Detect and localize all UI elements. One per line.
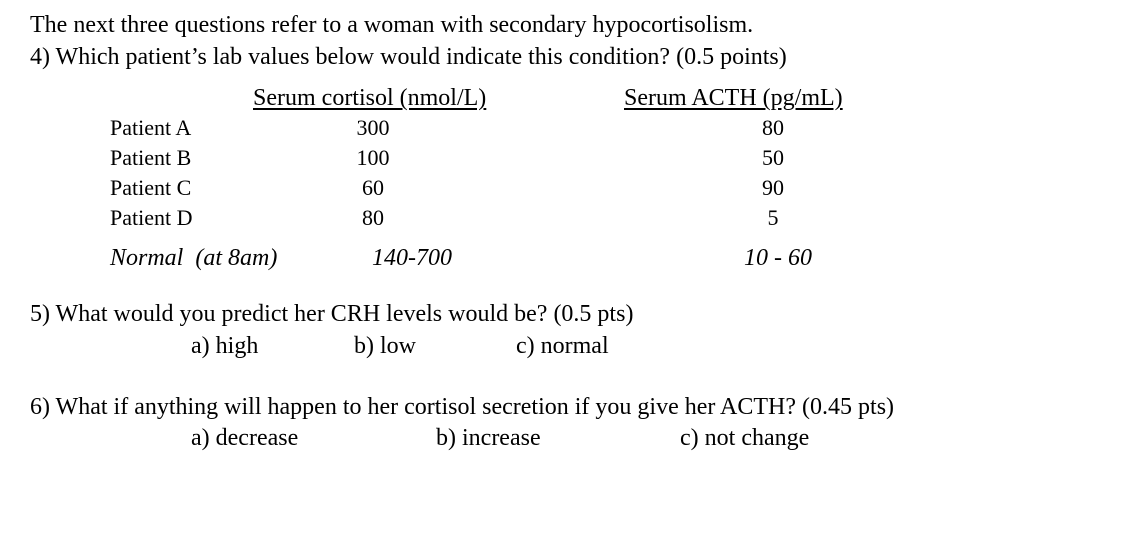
intro-text: The next three questions refer to a woman with secondary hypocortisolism. <box>30 12 754 38</box>
patient-c-cortisol: 60 <box>362 175 384 200</box>
patient-a-label: Patient A <box>110 115 192 140</box>
patient-a-acth: 80 <box>762 115 784 140</box>
patient-c-acth: 90 <box>762 175 784 200</box>
patient-d-cortisol: 80 <box>362 205 384 230</box>
patient-b-cortisol: 100 <box>356 145 390 170</box>
patient-c-label: Patient C <box>110 175 192 200</box>
header-serum-cortisol: Serum cortisol (nmol/L) <box>253 85 487 111</box>
normal-range-label: Normal (at 8am) <box>110 245 278 271</box>
patient-d-acth: 5 <box>767 205 779 230</box>
q6-option-a: a) decrease <box>191 425 299 451</box>
patient-b-label: Patient B <box>110 145 192 170</box>
question-4-text: 4) Which patient’s lab values below would indicate this condition? (0.5 points) <box>30 44 787 70</box>
normal-range-cortisol: 140-700 <box>372 245 452 271</box>
normal-range-acth: 10 - 60 <box>744 245 812 271</box>
question-6-text: 6) What if anything will happen to her cortisol secretion if you give her ACTH? (0.45 pts) <box>30 394 895 420</box>
patient-d-label: Patient D <box>110 205 193 230</box>
question-5-text: 5) What would you predict her CRH levels would be? (0.5 pts) <box>30 301 634 327</box>
q6-option-c: c) not change <box>680 425 810 451</box>
patient-a-cortisol: 300 <box>356 115 390 140</box>
header-serum-acth: Serum ACTH (pg/mL) <box>624 85 843 111</box>
patient-b-acth: 50 <box>762 145 784 170</box>
q5-option-b: b) low <box>354 333 416 359</box>
q6-option-b: b) increase <box>436 425 541 451</box>
q5-option-a: a) high <box>191 333 259 359</box>
q5-option-c: c) normal <box>516 333 609 359</box>
